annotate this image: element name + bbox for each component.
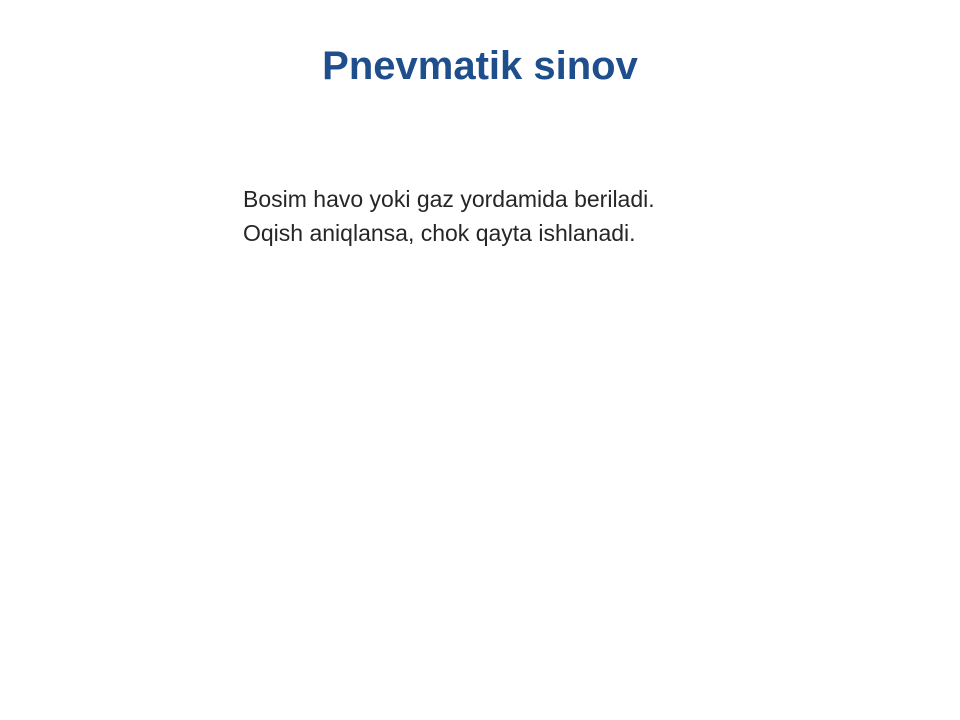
body-line: Bosim havo yoki gaz yordamida beriladi. xyxy=(243,186,655,212)
slide-title: Pnevmatik sinov xyxy=(322,44,638,88)
slide-body xyxy=(243,182,883,250)
body-line: Oqish aniqlansa, chok qayta ishlanadi. xyxy=(243,220,636,246)
